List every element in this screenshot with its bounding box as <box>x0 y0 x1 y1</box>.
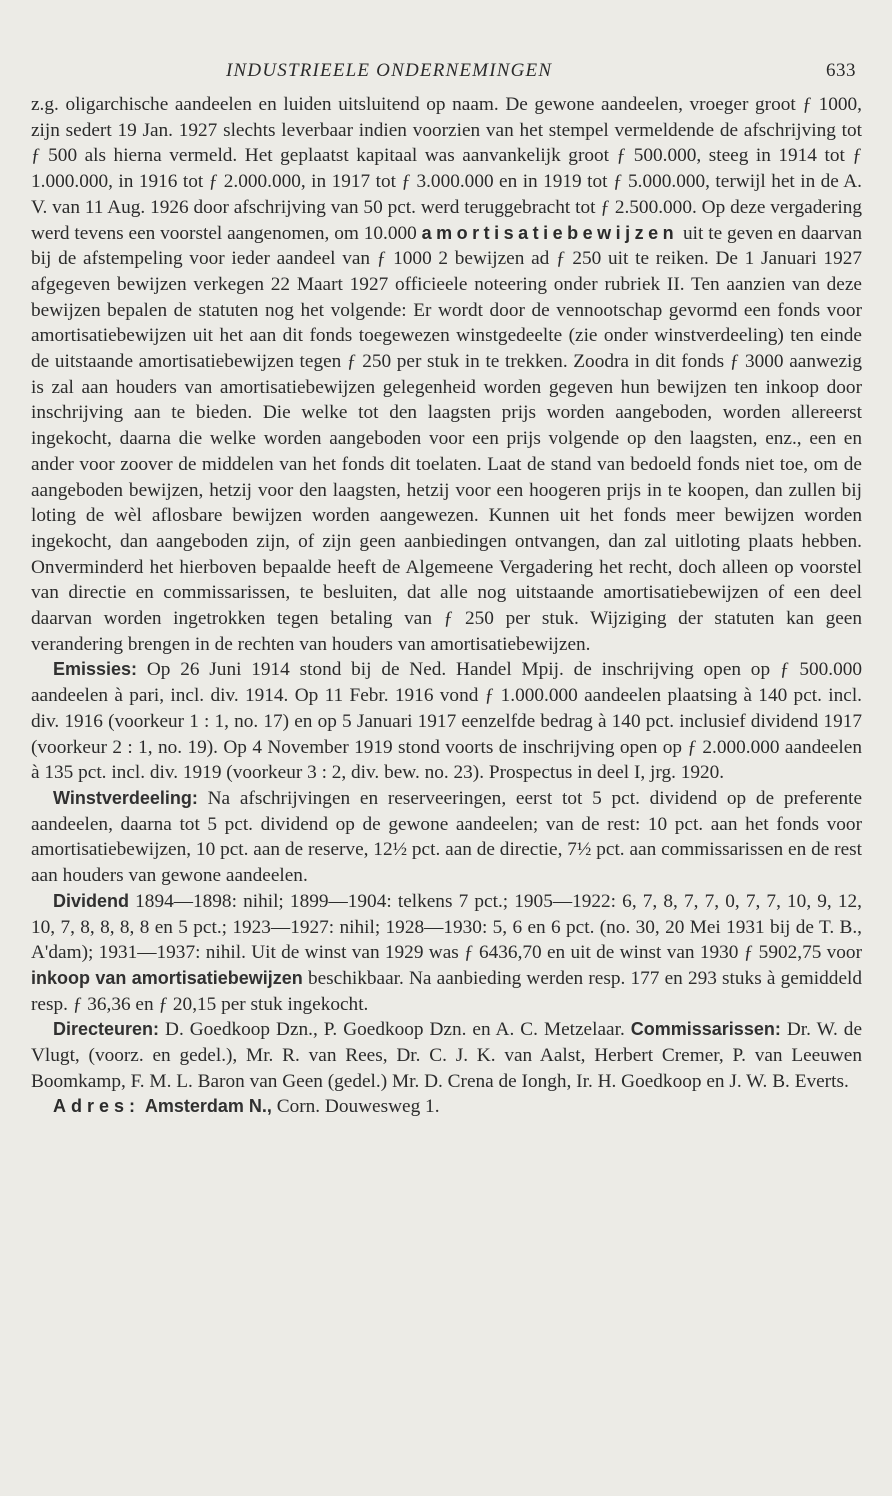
directeuren-label: Directeuren: <box>53 1019 160 1040</box>
winstverdeeling-label: Winstverdeeling: <box>53 787 198 808</box>
winstverdeeling-text: Na afschrijvingen en reserveeringen, eerst tot 5 pct. dividend op de preferente aandeelen, daarna tot 5 pct. dividend op de gewone aandeelen; van de rest: 10 pct. aan het fonds voor amortisatiebewijzen, 10 pct. aan de reserve, 12½ pct. aan de directie, 7½ pct. aan commissarissen en de rest aan houders van gewone aandeelen. <box>31 787 862 887</box>
directeuren-text: D. Goedkoop Dzn., P. Goedkoop Dzn. en A. C. Metzelaar. <box>159 1019 631 1041</box>
amortisatiebewijzen-emphasis: amortisatiebewijzen <box>421 222 679 243</box>
adres-city: Amsterdam N., <box>144 1096 272 1117</box>
page-number: 633 <box>826 60 856 81</box>
paragraph-dividend <box>31 889 862 1018</box>
inkoop-emphasis: inkoop van amortisatiebewijzen <box>31 967 303 988</box>
paragraph-emissies <box>31 657 862 786</box>
emissies-text: Op 26 Juni 1914 stond bij de Ned. Handel Mpij. de inschrijving open op ƒ 500.000 aandeelen à pari, incl. div. 1914. Op 11 Febr. 1916 vond ƒ 1.000.000 aandeelen plaatsing à 140 pct. incl. div. 1916 (voorkeur 1 : 1, no. 17) en op 5 Januari 1917 eenzelfde bedrag à 140 pct. inclusief dividend 1917 (voorkeur 2 : 1, no. 19). Op 4 November 1919 stond voorts de inschrijving open op ƒ 2.000.000 aandeelen à 135 pct. incl. div. 1919 (voorkeur 3 : 2, div. bew. no. 23). Prospectus in deel I, jrg. 1920. <box>31 659 862 784</box>
capital-text-1: z.g. oligarchische aandeelen en luiden uitsluitend op naam. De gewone aandeelen, vroeger groot ƒ 1000, zijn sedert 19 Jan. 1927 slechts leverbaar indien voorzien van het stempel vermeldende de afschrijving tot ƒ 500 als hierna vermeld. Het geplaatst kapitaal was aanvankelijk groot ƒ 500.000, steeg in 1914 tot ƒ 1.000.000, in 1916 tot ƒ 2.000.000, in 1917 tot ƒ 3.000.000 en in 1919 tot ƒ 5.000.000, terwijl het in de A. V. van 11 Aug. 1926 door afschrijving van 50 pct. werd teruggebracht tot ƒ 2.500.000. Op deze vergadering werd tevens een voorstel aangenomen, om 10.000 <box>31 94 862 244</box>
capital-text-2: uit te geven en daarvan bij de afstempeling voor ieder aandeel van ƒ 1000 2 bewijzen ad ƒ 250 uit te reiken. De 1 Januari 1927 afgegeven bewijzen verkegen 22 Maart 1927 officieele noteering onder rubriek II. Ten aanzien van deze bewijzen bepalen de statuten nog het volgende: Er wordt door de vennootschap gevormd een fonds voor amortisatiebewijzen uit het aan dit fonds toegewezen winstgedeelte (zie onder winstverdeeling) ten einde de uitstaande amortisatiebewijzen tegen ƒ 250 per stuk in te trekken. Zoodra in dit fonds ƒ 3000 aanwezig is zal aan houders van amortisatiebewijzen gelegenheid worden gegeven hun bewijzen ten inkoop door inschrijving aan te bieden. Die welke tot den laagsten prijs worden aangeboden, worden allereerst ingekocht, daarna die welke worden aangeboden voor een prijs volgende op den laagsten, enz., een en ander voor zoover de middelen van het fonds dit toelaten. Laat de stand van bedoeld fonds niet toe, om de aangeboden bewijzen, hetzij voor den laagsten, hetzij voor een hoogeren prijs in te koopen, dan zullen bij loting de wèl aflosbare bewijzen worden aangewezen. Kunnen uit het fonds meer bewijzen worden ingekocht, dan aangeboden zijn, of zijn geen aanbiedingen ontvangen, dan zal uitloting plaats hebben. Onverminderd het hierboven bepaalde heeft de Algemeene Vergadering het recht, doch alleen op voorstel van directie en commissarissen, te besluiten, dat alle nog uitstaande amortisatiebewijzen of een deel daarvan worden ingetrokken tegen betaling van ƒ 250 per stuk. Wijziging der statuten kan geen verandering brengen in de rechten van houders van amortisatiebewijzen. <box>31 222 862 655</box>
emissies-label: Emissies: <box>53 659 138 680</box>
commissarissen-label: Commissarissen: <box>630 1019 781 1040</box>
paragraph-adres <box>31 1094 862 1120</box>
running-header <box>31 58 862 86</box>
page-header-title: INDUSTRIEELE ONDERNEMINGEN <box>226 60 553 81</box>
commissarissen-text: Dr. W. de Vlugt, (voorz. en gedel.), Mr. R. van Rees, Dr. C. J. K. van Aalst, Herbert Cremer, P. van Leeuwen Boomkamp, F. M. L. Baron van Geen (gedel.) Mr. D. Crena de Iongh, Ir. H. Goedkoop en J. W. B. Everts. <box>31 1019 862 1092</box>
dividend-label: Dividend <box>53 890 130 911</box>
body-text <box>31 92 862 1120</box>
dividend-text-2: beschikbaar. Na aanbieding werden resp. 177 en 293 stuks à gemiddeld resp. ƒ 36,36 en ƒ 20,15 per stuk ingekocht. <box>31 967 862 1015</box>
paragraph-capital <box>31 92 862 657</box>
adres-label: Adres: <box>53 1096 141 1117</box>
dividend-text-1: 1894—1898: nihil; 1899—1904: telkens 7 pct.; 1905—1922: 6, 7, 8, 7, 7, 0, 7, 7, 10, 9, 12, 10, 7, 8, 8, 8, 8 en 5 pct.; 1923—1927: nihil; 1928—1930: 5, 6 en 6 pct. (no. 30, 20 Mei 1931 bij de T. B., A'dam); 1931—1937: nihil. Uit de winst van 1929 was ƒ 6436,70 en uit de winst van 1930 ƒ 5902,75 voor <box>31 890 862 964</box>
paragraph-bestuur <box>31 1017 862 1094</box>
adres-street: Corn. Douweswеg 1. <box>271 1096 440 1118</box>
paragraph-winstverdeeling <box>31 786 862 889</box>
